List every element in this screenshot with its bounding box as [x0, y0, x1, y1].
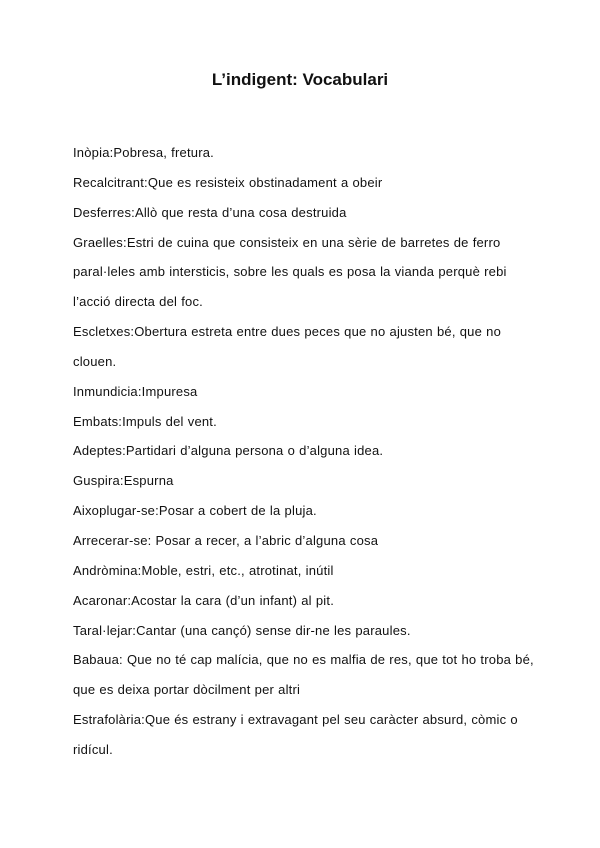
text-line: ridícul. — [73, 741, 113, 757]
text-line: Aixoplugar-se:Posar a cobert de la pluja. — [73, 503, 317, 519]
text-line: Desferres:Allò que resta d’una cosa destruida — [73, 204, 347, 220]
text-line: Recalcitrant:Que es resisteix obstinadament a obeir — [73, 174, 383, 190]
text-line: Acaronar:Acostar la cara (d’un infant) al pit. — [73, 592, 335, 608]
text-line: Graelles:Estri de cuina que consisteix en una sèrie de barretes de ferro — [73, 234, 501, 250]
text-line: Babaua: Que no té cap malícia, que no es malfia de res, que tot ho troba bé, — [73, 652, 534, 668]
text-line: Andròmina:Moble, estri, etc., atrotinat, inútil — [73, 562, 334, 578]
text-line: Arrecerar-se: Posar a recer, a l’abric d’alguna cosa — [73, 532, 379, 548]
text-line: paral·leles amb intersticis, sobre les quals es posa la vianda perquè rebi — [73, 264, 507, 280]
text-line: Taral·lejar:Cantar (una cançó) sense dir-ne les paraules. — [73, 622, 411, 638]
text-line: Guspira:Espurna — [73, 473, 174, 489]
text-line: clouen. — [73, 353, 117, 369]
vocabulary-list — [73, 138, 543, 765]
text-line: Adeptes:Partidari d’alguna persona o d’alguna idea. — [73, 443, 384, 459]
text-line: Estrafolària:Que és estrany i extravagant pel seu caràcter absurd, còmic o — [73, 712, 518, 728]
text-line: l’acció directa del foc. — [73, 294, 203, 310]
page-title: L’indigent: Vocabulari — [211, 70, 389, 89]
text-line: Embats:Impuls del vent. — [73, 413, 217, 429]
text-line: Inmundicia:Impuresa — [73, 383, 198, 399]
text-line: que es deixa portar dòcilment per altri — [73, 682, 301, 698]
text-line: Escletxes:Obertura estreta entre dues peces que no ajusten bé, que no — [73, 324, 502, 340]
text-line: Inòpia:Pobresa, fretura. — [73, 145, 214, 160]
